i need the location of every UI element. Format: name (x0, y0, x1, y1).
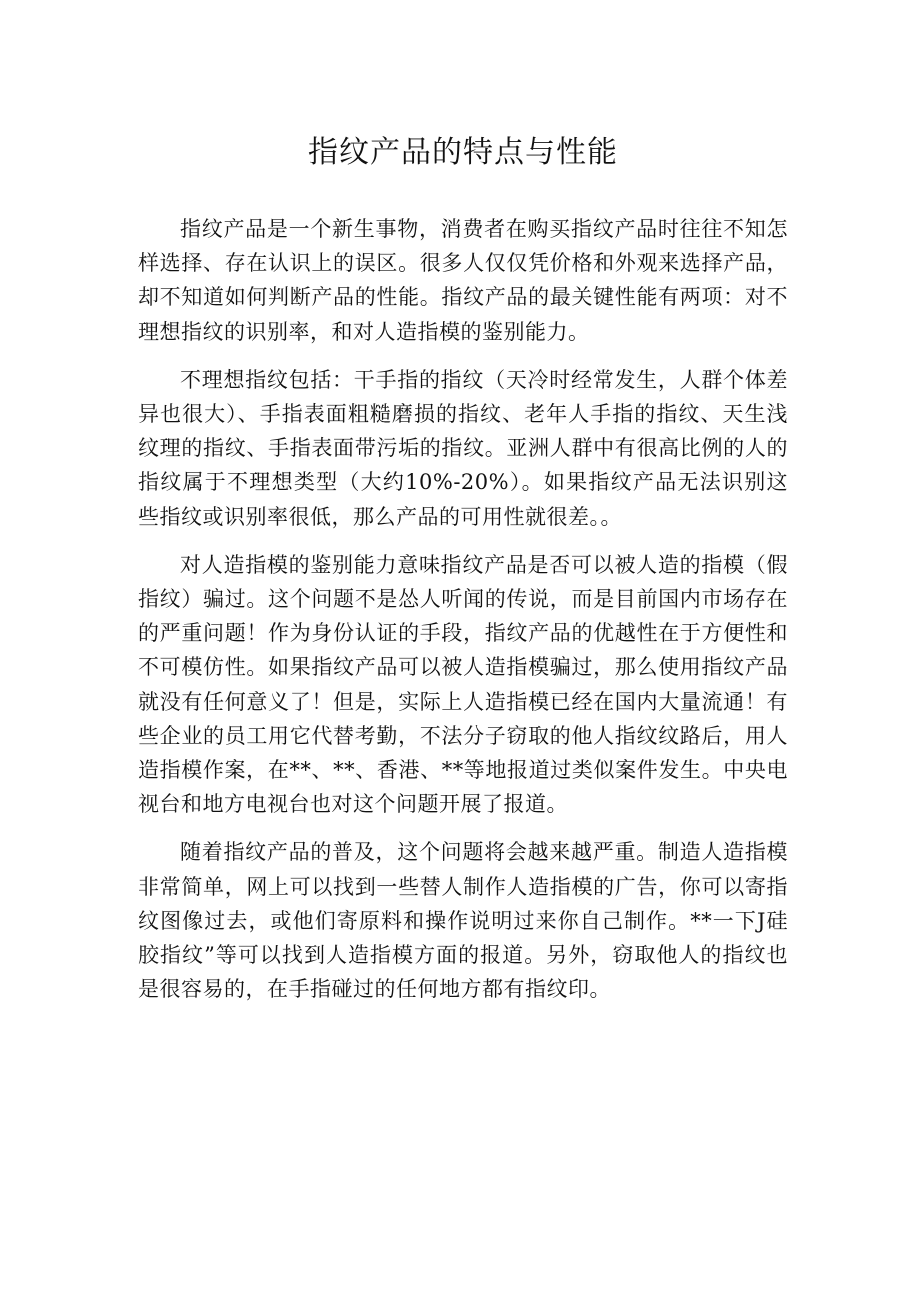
document-page (138, 128, 788, 1020)
paragraph-3: 对人造指模的鉴别能力意味指纹产品是否可以被人造的指模（假指纹）骗过。这个问题不是怂人听闻的传说，而是目前国内市场存在的严重问题！作为身份认证的手段，指纹产品的优越性在于方便性和不可模仿性。如果指纹产品可以被人造指模骗过，那么使用指纹产品就没有任何意义了！但是，实际上人造指模已经在国内大量流通！有些企业的员工用它代替考勤，不法分子窃取的他人指纹纹路后，用人造指模作案，在**、**、香港、**等地报道过类似案件发生。中央电视台和地方电视台也对这个问题开展了报道。 (138, 552, 788, 817)
document-title: 指纹产品的特点与性能 (308, 135, 618, 170)
paragraph-4: 随着指纹产品的普及，这个问题将会越来越严重。制造人造指模非常简单，网上可以找到一些替人制作人造指模的广告，你可以寄指纹图像过去，或他们寄原料和操作说明过来你自己制作。**一下J硅胶指纹”等可以找到人造指模方面的报道。另外，窃取他人的指纹也是很容易的，在手指碰过的任何地方都有指纹印。 (138, 840, 788, 1002)
paragraph-1: 指纹产品是一个新生事物，消费者在购买指纹产品时往往不知怎样选择、存在认识上的误区。很多人仅仅凭价格和外观来选择产品，却不知道如何判断产品的性能。指纹产品的最关键性能有两项：对不理想指纹的识别率，和对人造指模的鉴别能力。 (138, 217, 788, 344)
paragraph-2: 不理想指纹包括：干手指的指纹（天冷时经常发生，人群个体差异也很大）、手指表面粗糙磨损的指纹、老年人手指的指纹、天生浅纹理的指纹、手指表面带污垢的指纹。亚洲人群中有很高比例的人的指纹属于不理想类型（大约10%-20%）。如果指纹产品无法识别这些指纹或识别率很低，那么产品的可用性就很差。。 (138, 367, 788, 529)
